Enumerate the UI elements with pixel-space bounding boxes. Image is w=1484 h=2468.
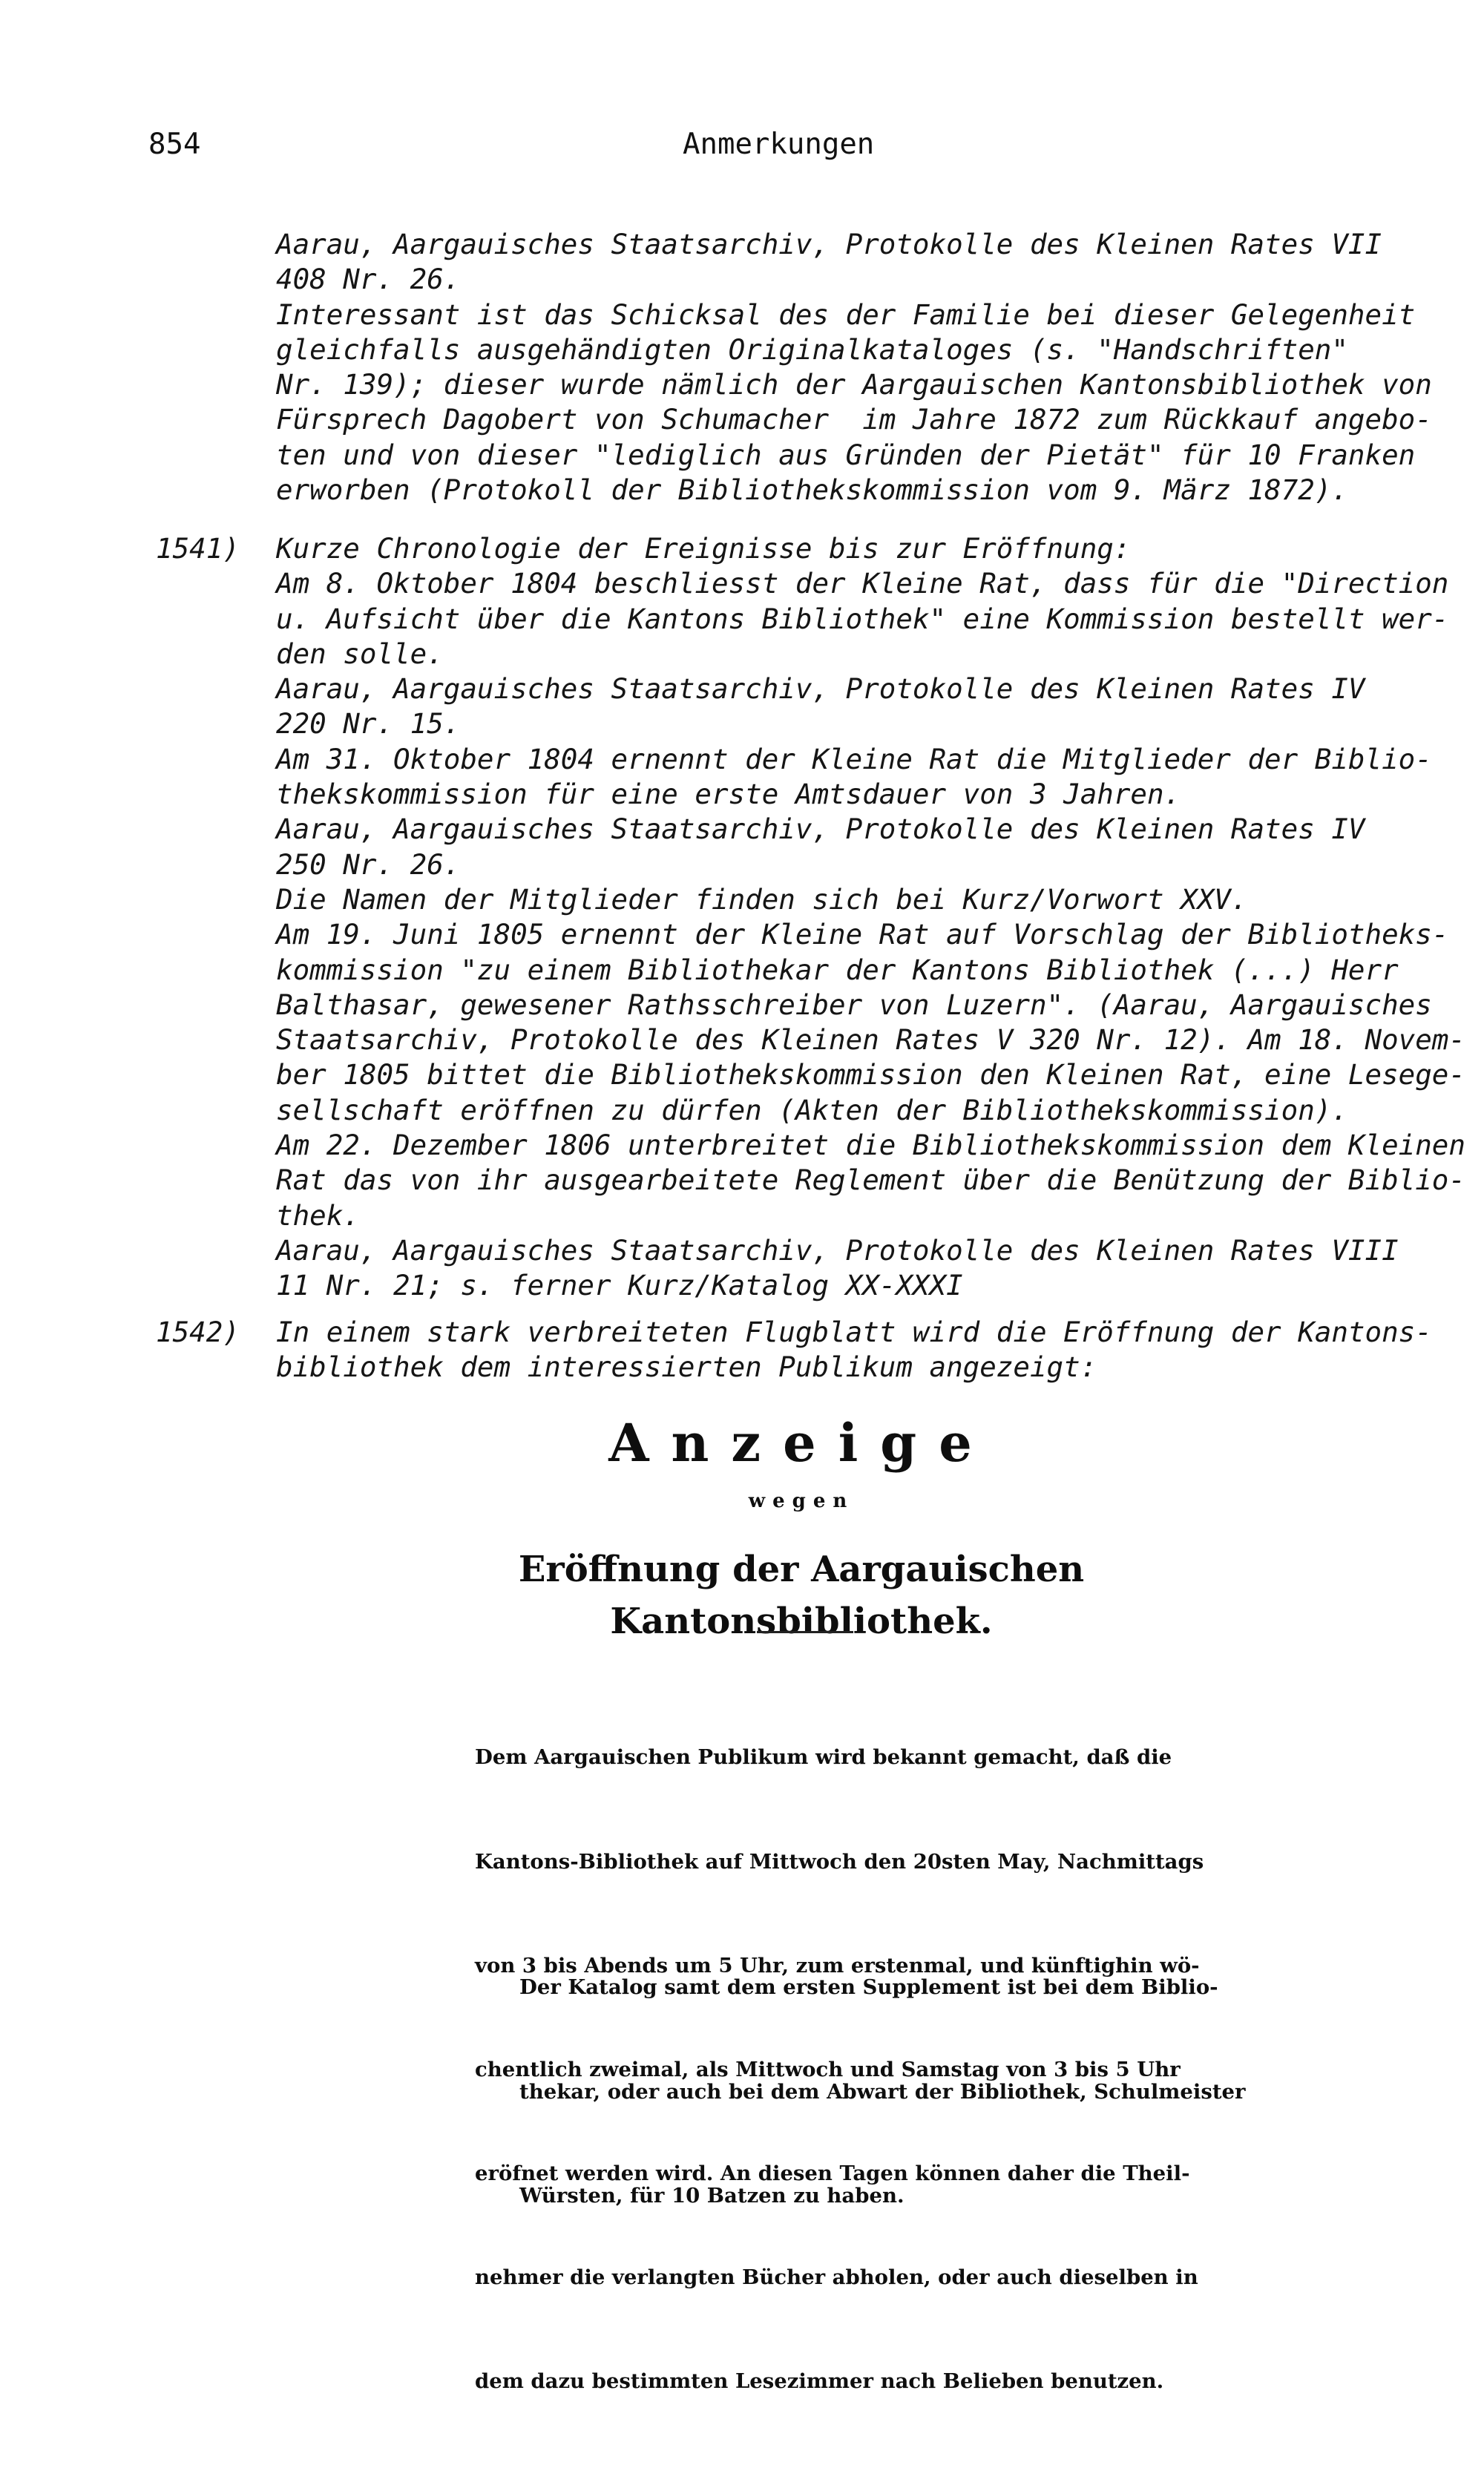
- text-line: Nr. 139); dieser wurde nämlich der Aargauischen Kantonsbibliothek von: [276, 368, 1432, 401]
- text-line: Aarau, Aargauisches Staatsarchiv, Protokolle des Kleinen Rates VIII: [276, 1233, 1399, 1267]
- text-line: thekskommission für eine erste Amtsdauer von 3 Jahren.: [276, 778, 1181, 811]
- text-line: 250 Nr. 26.: [276, 847, 461, 881]
- text-line: In einem stark verbreiteten Flugblatt wird die Eröffnung der Kantons-: [276, 1316, 1432, 1348]
- facsimile-line: von 3 bis Abends um 5 Uhr, zum erstenmal, und künftighin wö-: [475, 1953, 1200, 1978]
- note-number-1541: 1541): [156, 532, 240, 565]
- facsimile-line: Dem Aargauischen Publikum wird bekannt gemacht, daß die: [475, 1745, 1172, 1770]
- text-line: Aarau, Aargauisches Staatsarchiv, Protokolle des Kleinen Rates IV: [276, 813, 1365, 846]
- text-line: Staatsarchiv, Protokolle des Kleinen Rates V 320 Nr. 12). Am 18. Novem-: [276, 1023, 1465, 1057]
- broadsheet-facsimile: [430, 1410, 1246, 2394]
- facsimile-line: nehmer die verlangten Bücher abholen, oder auch dieselben in: [475, 2265, 1198, 2289]
- text-line: Am 19. Juni 1805 ernennt der Kleine Rat auf Vorschlag der Bibliotheks-: [276, 918, 1449, 951]
- text-line: ten und von dieser "lediglich aus Gründen der Pietät" für 10 Franken: [276, 438, 1416, 471]
- facsimile-subtitle: wegen: [748, 1490, 855, 1512]
- facsimile-line: dem dazu bestimmten Lesezimmer nach Belieben benutzen.: [475, 2369, 1164, 2394]
- text-line: Rat das von ihr ausgearbeitete Reglement über die Benützung der Biblio-: [276, 1164, 1465, 1197]
- text-line: thek.: [276, 1198, 360, 1232]
- note-number-1542: 1542): [156, 1316, 240, 1348]
- facsimile-line: Würsten, für 10 Batzen zu haben.: [519, 2183, 904, 2208]
- text-line: Kurze Chronologie der Ereignisse bis zur Eröffnung:: [276, 532, 1131, 565]
- facsimile-paragraph-2: [519, 1901, 1246, 2282]
- text-line: u. Aufsicht über die Kantons Bibliothek" eine Kommission bestellt wer-: [276, 602, 1449, 635]
- text-line: Interessant ist das Schicksal des der Familie bei dieser Gelegenheit: [276, 298, 1416, 331]
- text-line: Fürsprech Dagobert von Schumacher im Jahre 1872 zum Rückkauf angebo-: [276, 403, 1432, 436]
- facsimile-divider: [757, 1631, 853, 1633]
- text-line: Am 31. Oktober 1804 ernennt der Kleine Rat die Mitglieder der Biblio-: [276, 742, 1432, 775]
- text-line: Aarau, Aargauisches Staatsarchiv, Protokolle des Kleinen Rates VII: [276, 228, 1382, 260]
- facsimile-line: eröfnet werden wird. An diesen Tagen können daher die Theil-: [475, 2161, 1190, 2185]
- page-number: 854: [148, 128, 201, 161]
- text-line: gleichfalls ausgehändigten Originalkataloges (s. "Handschriften": [276, 332, 1348, 366]
- text-line: 11 Nr. 21; s. ferner Kurz/Katalog XX-XXXI: [276, 1269, 963, 1302]
- facsimile-line: Kantons-Bibliothek auf Mittwoch den 20sten May, Nachmittags: [475, 1849, 1204, 1874]
- intro-continuation: [276, 227, 1463, 508]
- note-1541: [276, 531, 1463, 1304]
- text-line: bibliothek dem interessierten Publikum angezeigt:: [276, 1350, 1097, 1384]
- text-line: 220 Nr. 15.: [276, 707, 461, 741]
- facsimile-line: Der Katalog samt dem ersten Supplement ist bei dem Biblio-: [519, 1975, 1218, 2000]
- text-line: kommission "zu einem Bibliothekar der Kantons Bibliothek (...) Herr: [276, 953, 1399, 986]
- facsimile-heading: Eröffnung der Aargauischen Kantonsbibliothek.: [518, 1549, 1085, 1642]
- text-line: sellschaft eröffnen zu dürfen (Akten der Bibliothekskommission).: [276, 1093, 1348, 1126]
- page-header: [148, 128, 1306, 172]
- text-line: ber 1805 bittet die Bibliothekskommission den Kleinen Rat, eine Lesege-: [276, 1058, 1465, 1092]
- text-line: 408 Nr. 26.: [276, 263, 461, 296]
- text-line: Die Namen der Mitglieder finden sich bei Kurz/Vorwort XXV.: [276, 882, 1248, 916]
- text-line: Aarau, Aargauisches Staatsarchiv, Protokolle des Kleinen Rates IV: [276, 672, 1365, 706]
- text-line: erworben (Protokoll der Bibliothekskommission vom 9. März 1872).: [276, 473, 1348, 507]
- note-1542: [276, 1315, 1463, 1385]
- text-line: Am 8. Oktober 1804 beschliesst der Kleine Rat, dass für die "Direction: [276, 567, 1449, 600]
- facsimile-line: thekar, oder auch bei dem Abwart der Bibliothek, Schulmeister: [519, 2079, 1246, 2104]
- text-line: den solle.: [276, 637, 444, 670]
- text-line: Am 22. Dezember 1806 unterbreitet die Bibliothekskommission dem Kleinen: [276, 1129, 1465, 1162]
- facsimile-title: Anzeige: [608, 1412, 994, 1474]
- facsimile-line: chentlich zweimal, als Mittwoch und Samstag von 3 bis 5 Uhr: [475, 2057, 1181, 2081]
- text-line: Balthasar, gewesener Rathsschreiber von Luzern". (Aarau, Aargauisches: [276, 988, 1432, 1021]
- running-title: Anmerkungen: [683, 128, 875, 161]
